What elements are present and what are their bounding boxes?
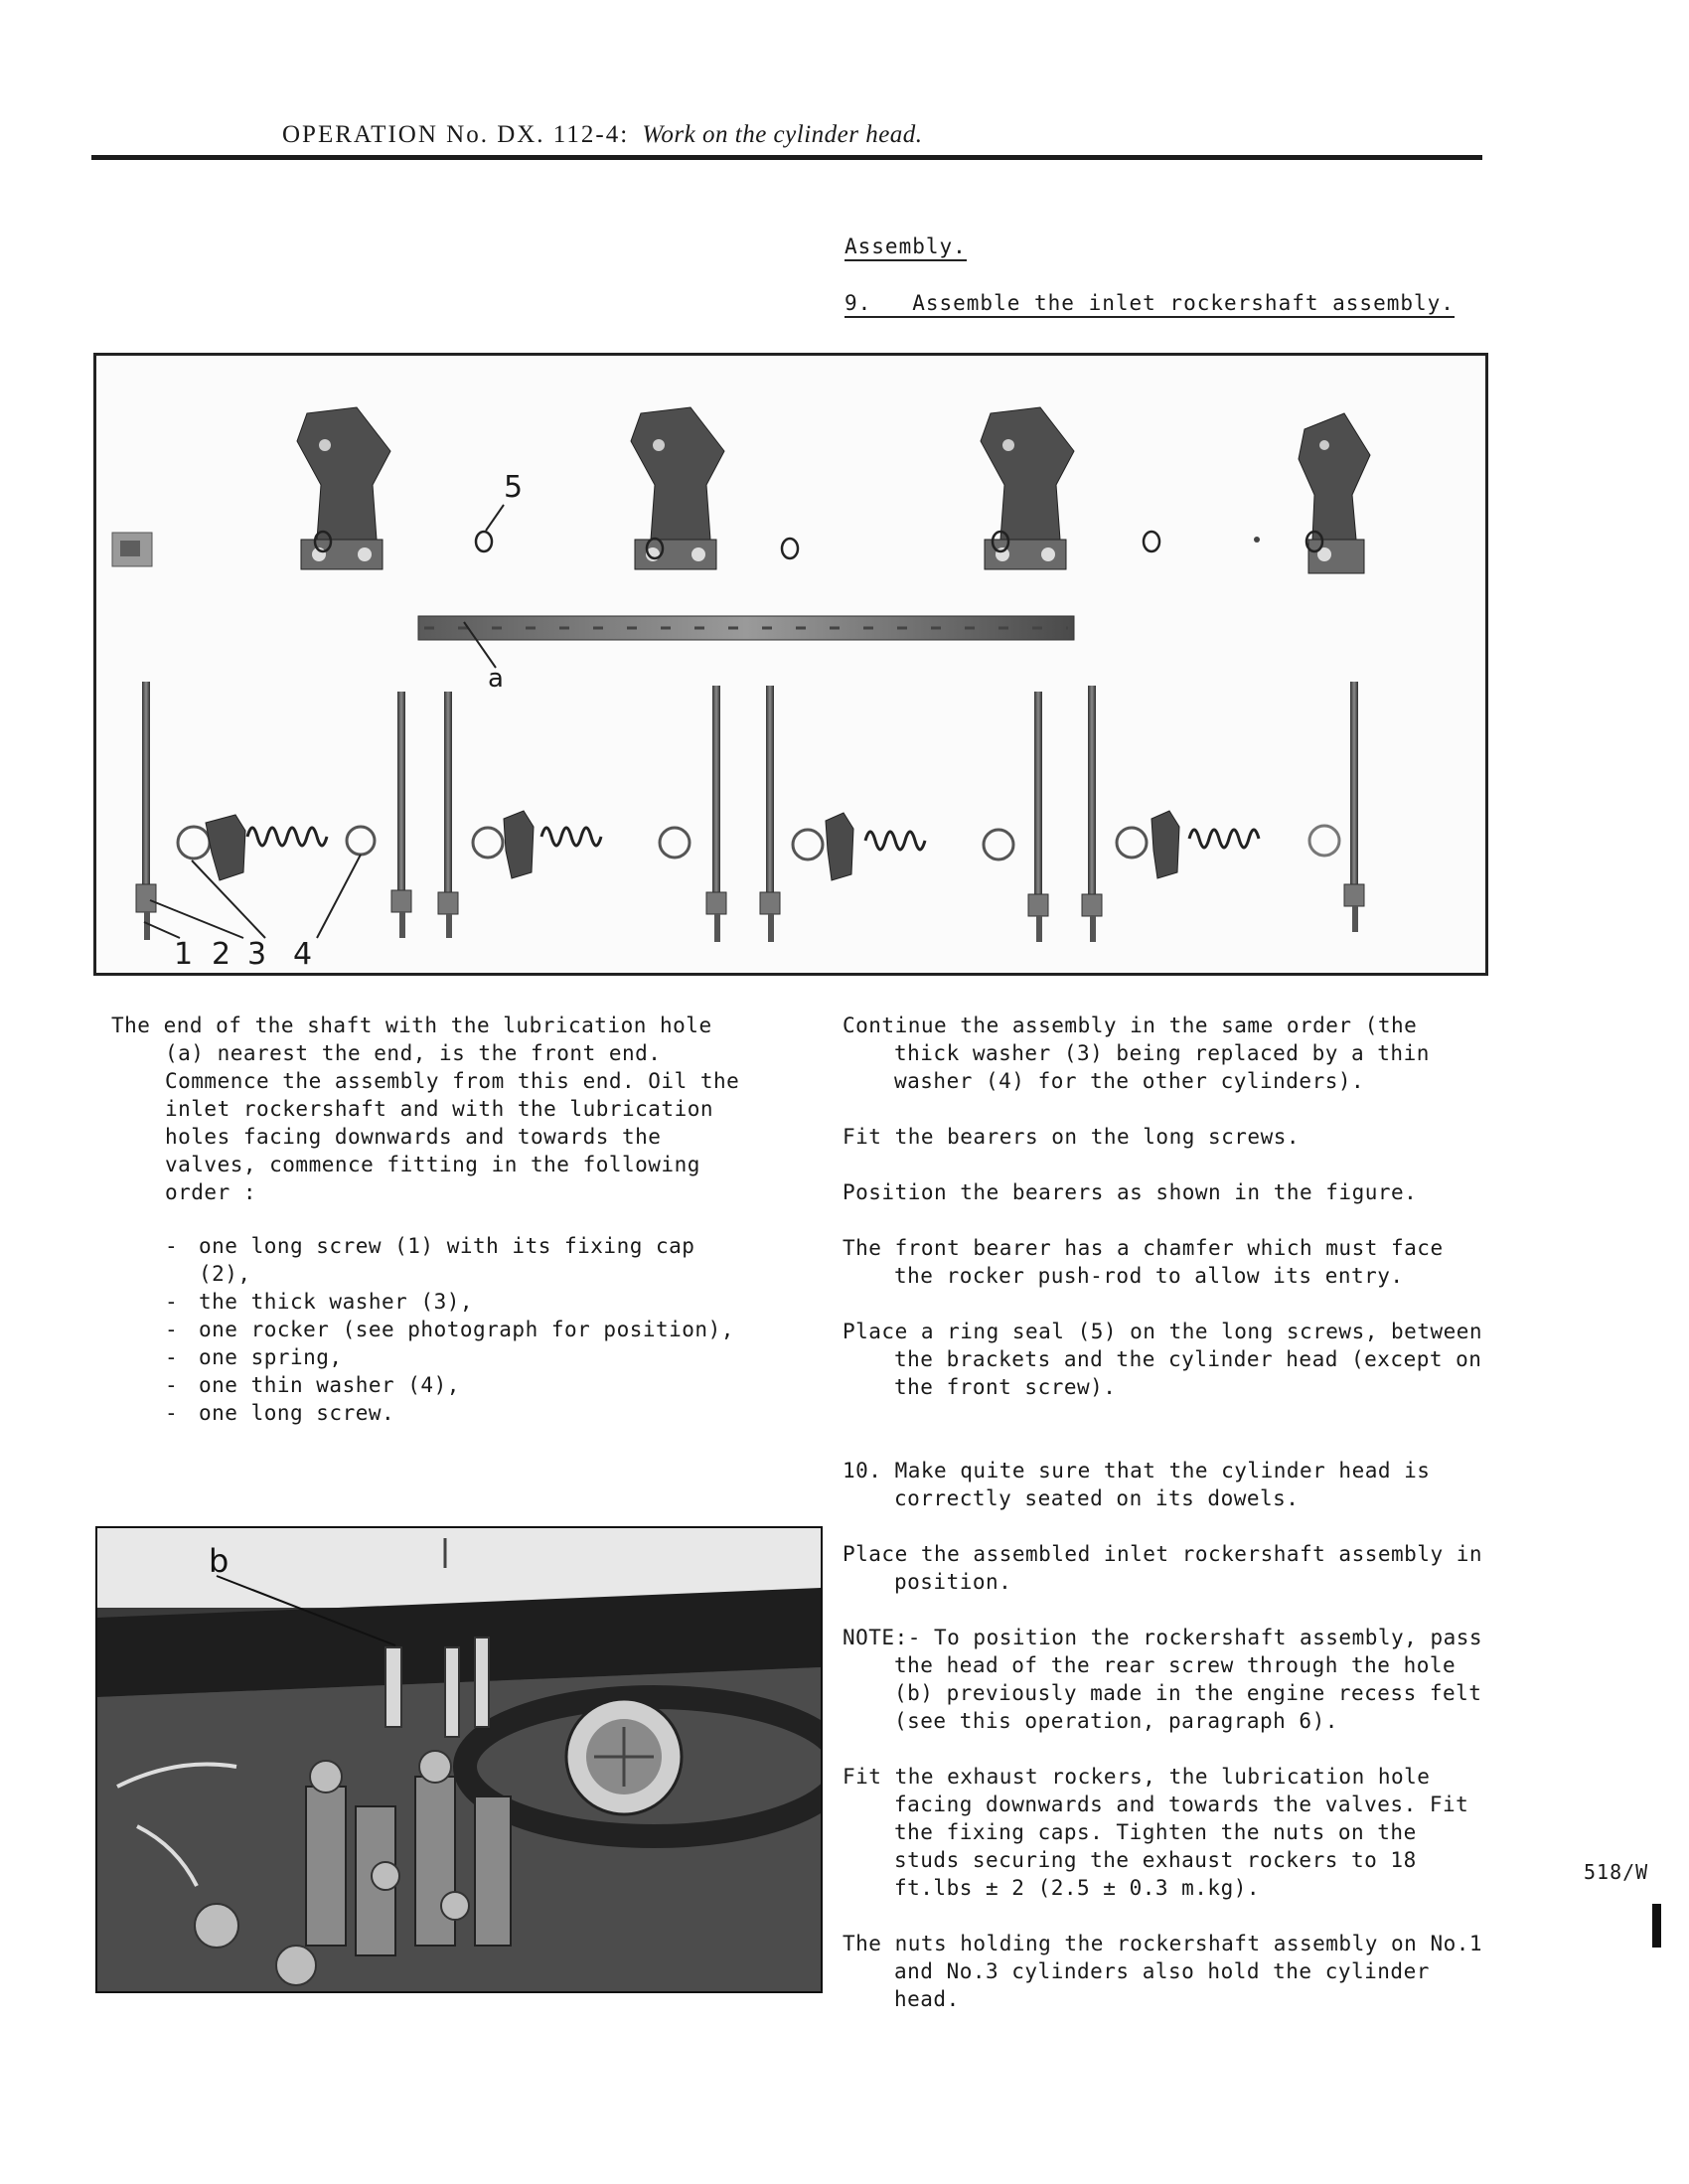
paragraph-continue: Continue the assembly in the same order (the thick washer (3) being replaced by a thin washer (4) for the other cylinders). [843,1014,1430,1093]
list-item: - one long screw. [165,1399,747,1427]
rockershaft-exploded-figure [93,353,1488,976]
paragraph-exhaust-rockers: Fit the exhaust rockers, the lubrication hole facing downwards and towards the valves. Fit the fixing caps. Tighten the nuts on the studs securing the exhaust rockers to 18 ft.lbs ± 2 (2.5 ± 0.3 m.kg). [843,1765,1469,1900]
label-a: a [488,664,504,694]
operation-title: Work on the cylinder head. [642,121,923,148]
engine-photo-illustration [97,1528,821,1991]
ring-seals [315,532,1322,558]
list-item: - the thick washer (3), [165,1288,747,1316]
bearer-1 [297,407,390,569]
label-5: 5 [504,470,524,505]
bearer-2 [631,407,724,569]
page-header [282,121,923,149]
intro-paragraph: The end of the shaft with the lubrication hole (a) nearest the end, is the front end. Commence the assembly from this end. Oil the inlet rockershaft and with the lubrication holes facing downwards and towards the valves, commence fitting in the following order : [111,1014,740,1204]
paragraph-position-bearers: Position the bearers as shown in the figure. [843,1180,1418,1204]
rocker-group-3 [793,813,1013,880]
callout-lines [144,855,361,938]
label-b: b [209,1542,230,1580]
page-number: 518/W [1584,1860,1649,1884]
header-rule [91,155,1482,160]
list-item: - one rocker (see photograph for position), [165,1316,747,1343]
end-cap [112,533,152,566]
paragraph-step-10: 10. Make quite sure that the cylinder head is correctly seated on its dowels. [843,1459,1431,1510]
assembly-heading: Assembly. [844,234,967,258]
paragraph-fit-bearers: Fit the bearers on the long screws. [843,1125,1301,1149]
paragraph-front-bearer: The front bearer has a chamfer which must face the rocker push-rod to allow its entry. [843,1236,1444,1288]
margin-bar [1652,1904,1661,1948]
step-9-heading: 9. Assemble the inlet rockershaft assembly. [844,291,1455,315]
list-item: - one long screw (1) with its fixing cap (2), [165,1232,747,1288]
note-paragraph: NOTE:- To position the rockershaft assembly, pass the head of the rear screw through the hole (b) previously made in the engine recess felt (see this operation, paragraph 6). [843,1626,1483,1733]
paragraph-place-assembly: Place the assembled inlet rockershaft assembly in position. [843,1542,1483,1594]
engine-photo [95,1526,823,1993]
rocker-group-2 [473,811,690,878]
operation-number: OPERATION No. DX. 112-4: [282,121,630,148]
paragraph-ring-seal: Place a ring seal (5) on the long screws, between the brackets and the cylinder head (except on the front screw). [843,1320,1483,1399]
rockershaft-diagram [96,356,1485,973]
label-4: 4 [293,937,313,972]
label-2: 2 [212,937,231,972]
list-item: - one spring, [165,1343,747,1371]
assembly-order-list [165,1232,747,1427]
long-screws [136,682,1364,942]
rocker-shaft [418,616,1074,640]
paragraph-nuts: The nuts holding the rockershaft assembly on No.1 and No.3 cylinders also hold the cylinder head. [843,1932,1483,2011]
label-3: 3 [247,937,267,972]
rocker-group-4 [1117,811,1339,878]
bearer-3 [981,407,1074,569]
right-column [843,1012,1490,2013]
rocker-group-1 [178,815,375,880]
left-column [111,1012,747,1427]
list-item: - one thin washer (4), [165,1371,747,1399]
label-1: 1 [174,937,194,972]
